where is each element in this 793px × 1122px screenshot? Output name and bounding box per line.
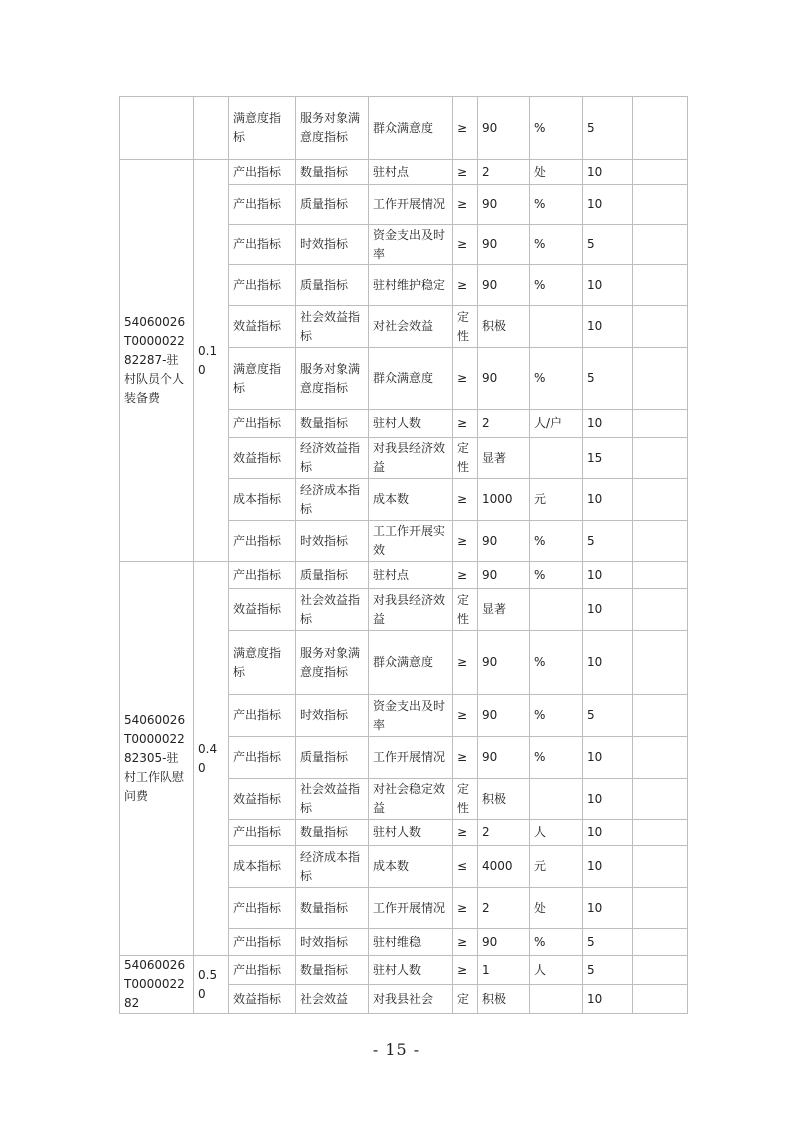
unit-cell: 元 <box>530 479 583 521</box>
project-weight-cell: 0.10 <box>194 160 229 562</box>
target-value-cell: 4000 <box>478 846 530 888</box>
score-cell: 10 <box>583 846 633 888</box>
table-row <box>120 160 688 185</box>
indicator-level1-cell: 产出指标 <box>229 410 296 438</box>
unit-cell <box>530 985 583 1014</box>
project-weight-cell <box>194 97 229 160</box>
performance-indicator-table <box>119 96 688 1014</box>
remarks-cell <box>633 97 688 160</box>
indicator-level3-cell: 工作开展情况 <box>369 888 453 929</box>
unit-cell: 元 <box>530 846 583 888</box>
score-cell: 5 <box>583 225 633 265</box>
target-value-cell: 2 <box>478 410 530 438</box>
indicator-level2-cell: 数量指标 <box>296 956 369 985</box>
target-value-cell: 90 <box>478 265 530 306</box>
indicator-level2-cell: 质量指标 <box>296 737 369 779</box>
score-cell: 5 <box>583 929 633 956</box>
target-value-cell: 1 <box>478 956 530 985</box>
score-cell: 10 <box>583 985 633 1014</box>
target-value-cell: 显著 <box>478 438 530 479</box>
comparator-cell: ≥ <box>453 160 478 185</box>
unit-cell: % <box>530 562 583 589</box>
remarks-cell <box>633 695 688 737</box>
indicator-level1-cell: 产出指标 <box>229 265 296 306</box>
table-row <box>120 562 688 589</box>
unit-cell: % <box>530 348 583 410</box>
indicator-level1-cell: 满意度指标 <box>229 348 296 410</box>
remarks-cell <box>633 185 688 225</box>
indicator-level2-cell: 经济成本指标 <box>296 846 369 888</box>
remarks-cell <box>633 160 688 185</box>
indicator-level3-cell: 对社会效益 <box>369 306 453 348</box>
comparator-cell: 定性 <box>453 438 478 479</box>
indicator-level1-cell: 产出指标 <box>229 956 296 985</box>
score-cell: 10 <box>583 589 633 631</box>
table-body <box>120 97 688 1014</box>
remarks-cell <box>633 225 688 265</box>
unit-cell <box>530 589 583 631</box>
indicator-level2-cell: 数量指标 <box>296 410 369 438</box>
indicator-level1-cell: 产出指标 <box>229 737 296 779</box>
indicator-level2-cell: 数量指标 <box>296 160 369 185</box>
score-cell: 5 <box>583 348 633 410</box>
unit-cell: % <box>530 929 583 956</box>
indicator-level2-cell: 服务对象满意度指标 <box>296 631 369 695</box>
indicator-level2-cell: 服务对象满意度指标 <box>296 97 369 160</box>
indicator-level2-cell: 社会效益 <box>296 985 369 1014</box>
target-value-cell: 90 <box>478 737 530 779</box>
indicator-level1-cell: 效益指标 <box>229 589 296 631</box>
indicator-level3-cell: 对我县经济效益 <box>369 589 453 631</box>
project-weight-cell: 0.40 <box>194 562 229 956</box>
unit-cell: 人/户 <box>530 410 583 438</box>
unit-cell <box>530 306 583 348</box>
indicator-level1-cell: 效益指标 <box>229 779 296 820</box>
remarks-cell <box>633 779 688 820</box>
target-value-cell: 90 <box>478 225 530 265</box>
unit-cell <box>530 438 583 479</box>
indicator-level3-cell: 驻村点 <box>369 562 453 589</box>
target-value-cell: 2 <box>478 820 530 846</box>
indicator-level1-cell: 产出指标 <box>229 929 296 956</box>
indicator-level1-cell: 产出指标 <box>229 521 296 562</box>
remarks-cell <box>633 846 688 888</box>
score-cell: 5 <box>583 695 633 737</box>
comparator-cell: ≥ <box>453 737 478 779</box>
score-cell: 10 <box>583 479 633 521</box>
page-number: - 15 - <box>372 1040 421 1059</box>
indicator-level2-cell: 社会效益指标 <box>296 779 369 820</box>
remarks-cell <box>633 521 688 562</box>
remarks-cell <box>633 410 688 438</box>
project-weight-cell: 0.50 <box>194 956 229 1014</box>
remarks-cell <box>633 820 688 846</box>
indicator-level2-cell: 质量指标 <box>296 265 369 306</box>
unit-cell: % <box>530 97 583 160</box>
target-value-cell: 90 <box>478 521 530 562</box>
comparator-cell: ≥ <box>453 225 478 265</box>
indicator-level2-cell: 经济成本指标 <box>296 479 369 521</box>
unit-cell: 人 <box>530 820 583 846</box>
target-value-cell: 积极 <box>478 306 530 348</box>
comparator-cell: ≤ <box>453 846 478 888</box>
comparator-cell: ≥ <box>453 185 478 225</box>
indicator-level2-cell: 数量指标 <box>296 820 369 846</box>
remarks-cell <box>633 438 688 479</box>
unit-cell: % <box>530 265 583 306</box>
indicator-level1-cell: 产出指标 <box>229 820 296 846</box>
indicator-level2-cell: 社会效益指标 <box>296 306 369 348</box>
indicator-level2-cell: 时效指标 <box>296 929 369 956</box>
indicator-level1-cell: 满意度指标 <box>229 97 296 160</box>
indicator-level3-cell: 对我县经济效益 <box>369 438 453 479</box>
remarks-cell <box>633 631 688 695</box>
indicator-level3-cell: 成本数 <box>369 846 453 888</box>
indicator-level2-cell: 时效指标 <box>296 225 369 265</box>
unit-cell: 处 <box>530 888 583 929</box>
score-cell: 10 <box>583 888 633 929</box>
table-row <box>120 97 688 160</box>
indicator-level1-cell: 产出指标 <box>229 225 296 265</box>
comparator-cell: ≥ <box>453 410 478 438</box>
comparator-cell: 定 <box>453 985 478 1014</box>
indicator-level3-cell: 对我县社会 <box>369 985 453 1014</box>
unit-cell <box>530 779 583 820</box>
indicator-level1-cell: 效益指标 <box>229 306 296 348</box>
comparator-cell: ≥ <box>453 631 478 695</box>
indicator-level3-cell: 资金支出及时率 <box>369 225 453 265</box>
remarks-cell <box>633 265 688 306</box>
score-cell: 10 <box>583 265 633 306</box>
unit-cell: % <box>530 521 583 562</box>
remarks-cell <box>633 985 688 1014</box>
comparator-cell: ≥ <box>453 562 478 589</box>
target-value-cell: 1000 <box>478 479 530 521</box>
unit-cell: % <box>530 631 583 695</box>
comparator-cell: ≥ <box>453 695 478 737</box>
indicator-level2-cell: 质量指标 <box>296 562 369 589</box>
table-row <box>120 956 688 985</box>
score-cell: 10 <box>583 306 633 348</box>
score-cell: 5 <box>583 97 633 160</box>
score-cell: 5 <box>583 521 633 562</box>
indicator-level3-cell: 驻村人数 <box>369 820 453 846</box>
score-cell: 10 <box>583 160 633 185</box>
indicator-level3-cell: 工作开展情况 <box>369 737 453 779</box>
score-cell: 5 <box>583 956 633 985</box>
comparator-cell: ≥ <box>453 820 478 846</box>
remarks-cell <box>633 929 688 956</box>
project-name-cell: 54060026T000002282305-驻村工作队慰问费 <box>120 562 194 956</box>
remarks-cell <box>633 479 688 521</box>
indicator-level1-cell: 产出指标 <box>229 185 296 225</box>
remarks-cell <box>633 562 688 589</box>
score-cell: 10 <box>583 185 633 225</box>
indicator-level1-cell: 产出指标 <box>229 160 296 185</box>
unit-cell: 人 <box>530 956 583 985</box>
indicator-level1-cell: 效益指标 <box>229 438 296 479</box>
target-value-cell: 90 <box>478 97 530 160</box>
score-cell: 10 <box>583 562 633 589</box>
indicator-level2-cell: 数量指标 <box>296 888 369 929</box>
project-name-cell: 54060026T000002282287-驻村队员个人装备费 <box>120 160 194 562</box>
indicator-level2-cell: 服务对象满意度指标 <box>296 348 369 410</box>
comparator-cell: ≥ <box>453 265 478 306</box>
comparator-cell: 定性 <box>453 589 478 631</box>
indicator-level1-cell: 成本指标 <box>229 846 296 888</box>
remarks-cell <box>633 306 688 348</box>
indicator-level3-cell: 工工作开展实效 <box>369 521 453 562</box>
indicator-level1-cell: 满意度指标 <box>229 631 296 695</box>
target-value-cell: 2 <box>478 160 530 185</box>
target-value-cell: 90 <box>478 348 530 410</box>
target-value-cell: 90 <box>478 562 530 589</box>
comparator-cell: ≥ <box>453 521 478 562</box>
target-value-cell: 90 <box>478 695 530 737</box>
indicator-level3-cell: 群众满意度 <box>369 631 453 695</box>
indicator-level3-cell: 工作开展情况 <box>369 185 453 225</box>
indicator-level3-cell: 资金支出及时率 <box>369 695 453 737</box>
comparator-cell: 定性 <box>453 306 478 348</box>
indicator-level3-cell: 成本数 <box>369 479 453 521</box>
indicator-level2-cell: 社会效益指标 <box>296 589 369 631</box>
indicator-level2-cell: 质量指标 <box>296 185 369 225</box>
score-cell: 15 <box>583 438 633 479</box>
indicator-level3-cell: 驻村维稳 <box>369 929 453 956</box>
comparator-cell: ≥ <box>453 97 478 160</box>
indicator-level1-cell: 产出指标 <box>229 695 296 737</box>
remarks-cell <box>633 737 688 779</box>
comparator-cell: ≥ <box>453 929 478 956</box>
remarks-cell <box>633 956 688 985</box>
score-cell: 10 <box>583 779 633 820</box>
project-name-cell: 54060026T000002282 <box>120 956 194 1014</box>
indicator-level3-cell: 对社会稳定效益 <box>369 779 453 820</box>
comparator-cell: 定性 <box>453 779 478 820</box>
indicator-level2-cell: 时效指标 <box>296 695 369 737</box>
score-cell: 10 <box>583 820 633 846</box>
score-cell: 10 <box>583 410 633 438</box>
indicator-level3-cell: 驻村人数 <box>369 956 453 985</box>
remarks-cell <box>633 348 688 410</box>
target-value-cell: 90 <box>478 929 530 956</box>
indicator-level3-cell: 群众满意度 <box>369 348 453 410</box>
project-name-cell <box>120 97 194 160</box>
target-value-cell: 积极 <box>478 985 530 1014</box>
indicator-level1-cell: 产出指标 <box>229 888 296 929</box>
unit-cell: % <box>530 185 583 225</box>
indicator-level1-cell: 产出指标 <box>229 562 296 589</box>
score-cell: 10 <box>583 631 633 695</box>
remarks-cell <box>633 589 688 631</box>
indicator-level3-cell: 群众满意度 <box>369 97 453 160</box>
comparator-cell: ≥ <box>453 348 478 410</box>
indicator-level2-cell: 时效指标 <box>296 521 369 562</box>
target-value-cell: 积极 <box>478 779 530 820</box>
score-cell: 10 <box>583 737 633 779</box>
unit-cell: 处 <box>530 160 583 185</box>
unit-cell: % <box>530 695 583 737</box>
unit-cell: % <box>530 225 583 265</box>
target-value-cell: 90 <box>478 185 530 225</box>
indicator-level1-cell: 效益指标 <box>229 985 296 1014</box>
indicator-level3-cell: 驻村维护稳定 <box>369 265 453 306</box>
unit-cell: % <box>530 737 583 779</box>
comparator-cell: ≥ <box>453 479 478 521</box>
target-value-cell: 显著 <box>478 589 530 631</box>
indicator-level2-cell: 经济效益指标 <box>296 438 369 479</box>
comparator-cell: ≥ <box>453 888 478 929</box>
target-value-cell: 90 <box>478 631 530 695</box>
target-value-cell: 2 <box>478 888 530 929</box>
indicator-level3-cell: 驻村人数 <box>369 410 453 438</box>
remarks-cell <box>633 888 688 929</box>
indicator-level3-cell: 驻村点 <box>369 160 453 185</box>
indicator-level1-cell: 成本指标 <box>229 479 296 521</box>
comparator-cell: ≥ <box>453 956 478 985</box>
